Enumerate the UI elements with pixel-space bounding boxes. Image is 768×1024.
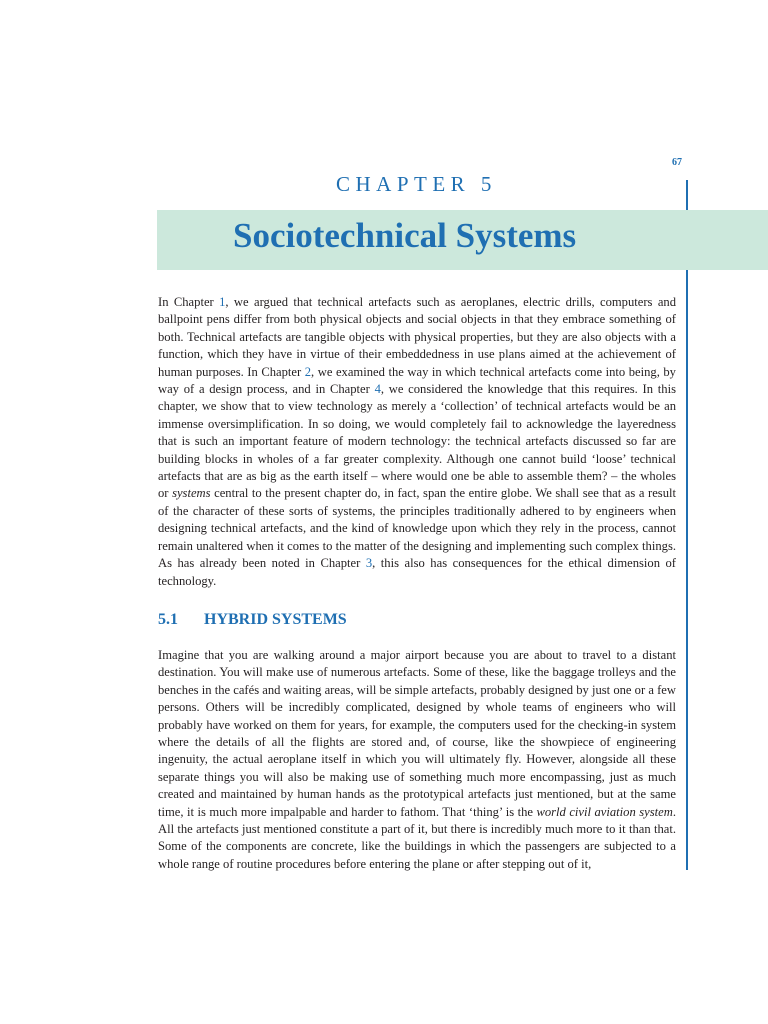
chapter-4-link[interactable]: 4 — [374, 382, 381, 397]
chapter-3-link[interactable]: 3 — [365, 556, 373, 571]
chapter-2-link[interactable]: 2 — [304, 364, 312, 379]
chapter-1-link[interactable]: 1 — [219, 295, 226, 309]
section-heading — [158, 611, 347, 629]
intro-emphasis-systems: systems — [172, 486, 211, 501]
page-number: 67 — [672, 157, 682, 168]
section-number: 5.1 — [158, 611, 178, 628]
intro-text-5: central to the present chapter do, in fact, span the entire globe. We shall see that as a result of the character of these sorts of systems, the principles traditionally adhered to by engineers when designing technical artefacts, and the kind of knowledge upon which they rely in the process, cannot remain unaltered when it comes to the matter of the designing and implementing such complex things. As has already been noted in Chapter — [158, 486, 676, 571]
margin-rule — [686, 180, 688, 870]
intro-paragraph — [158, 294, 676, 590]
section-paragraph — [158, 647, 676, 873]
intro-text-1: In Chapter — [158, 295, 220, 309]
chapter-title: Sociotechnical Systems — [233, 216, 577, 255]
chapter-title-band — [157, 210, 768, 270]
intro-text-6: , this also has consequences for the ethical dimension of technology. — [158, 556, 676, 588]
intro-text-2: , we argued that technical artefacts such as aeroplanes, electric drills, computers and ballpoint pens differ from both physical objects and social objects in that they embrace something of both. Technical artefacts are tangible objects with physical properties, but they are also objects with a function, which they have in virtue of their embeddedness in use plans aimed at the achievement of human purposes. In Chapter — [158, 295, 676, 379]
intro-text-4: , we considered the knowledge that this requires. In this chapter, we show that to view technology as merely a ‘collection’ of technical artefacts would be an immense oversimplification. In so doing, we would completely fail to acknowledge the layeredness that is such an important feature of modern technology: the technical artefacts discussed so far are building blocks in wholes of a far greater complexity. Although one cannot build ‘loose’ technical artefacts that are as big as the earth itself – where would one be able to assemble them? – the wholes or — [158, 382, 676, 501]
intro-text-3: , we examined the way in which technical artefacts come into being, by way of a design process, and in Chapter — [158, 364, 676, 397]
section-emphasis-aviation-system: world civil aviation system — [536, 804, 673, 819]
section-text-1: Imagine that you are walking around a major airport because you are about to travel to a distant destination. You will make use of numerous artefacts. Some of these, like the baggage trolleys and the benches in the cafés and waiting areas, will be simple artefacts, probably designed by just one or a few persons. Others will be incredibly complicated, designed by whole teams of engineers who will probably have worked on them for years, for example, the computers used for the checking-in system where the details of all the flights are stored and, of course, like the showpiece of engineering ingenuity, the actual aeroplane itself in which you will ultimately fly. However, alongside all these separate things you will also be making use of something much more encompassing, just as much created and maintained by human hands as the prototypical artefacts just mentioned, but at the same time, it is much more impalpable and harder to fathom. That ‘thing’ is the — [158, 648, 676, 819]
section-title: HYBRID SYSTEMS — [204, 611, 347, 628]
chapter-label: CHAPTER 5 — [336, 172, 497, 196]
section-text-2: . All the artefacts just mentioned constitute a part of it, but there is incredibly much more to it than that. Some of the components are concrete, like the buildings in which the passengers are subjected to a whole range of routine procedures before entering the plane or after stepping out of it, — [158, 804, 676, 871]
